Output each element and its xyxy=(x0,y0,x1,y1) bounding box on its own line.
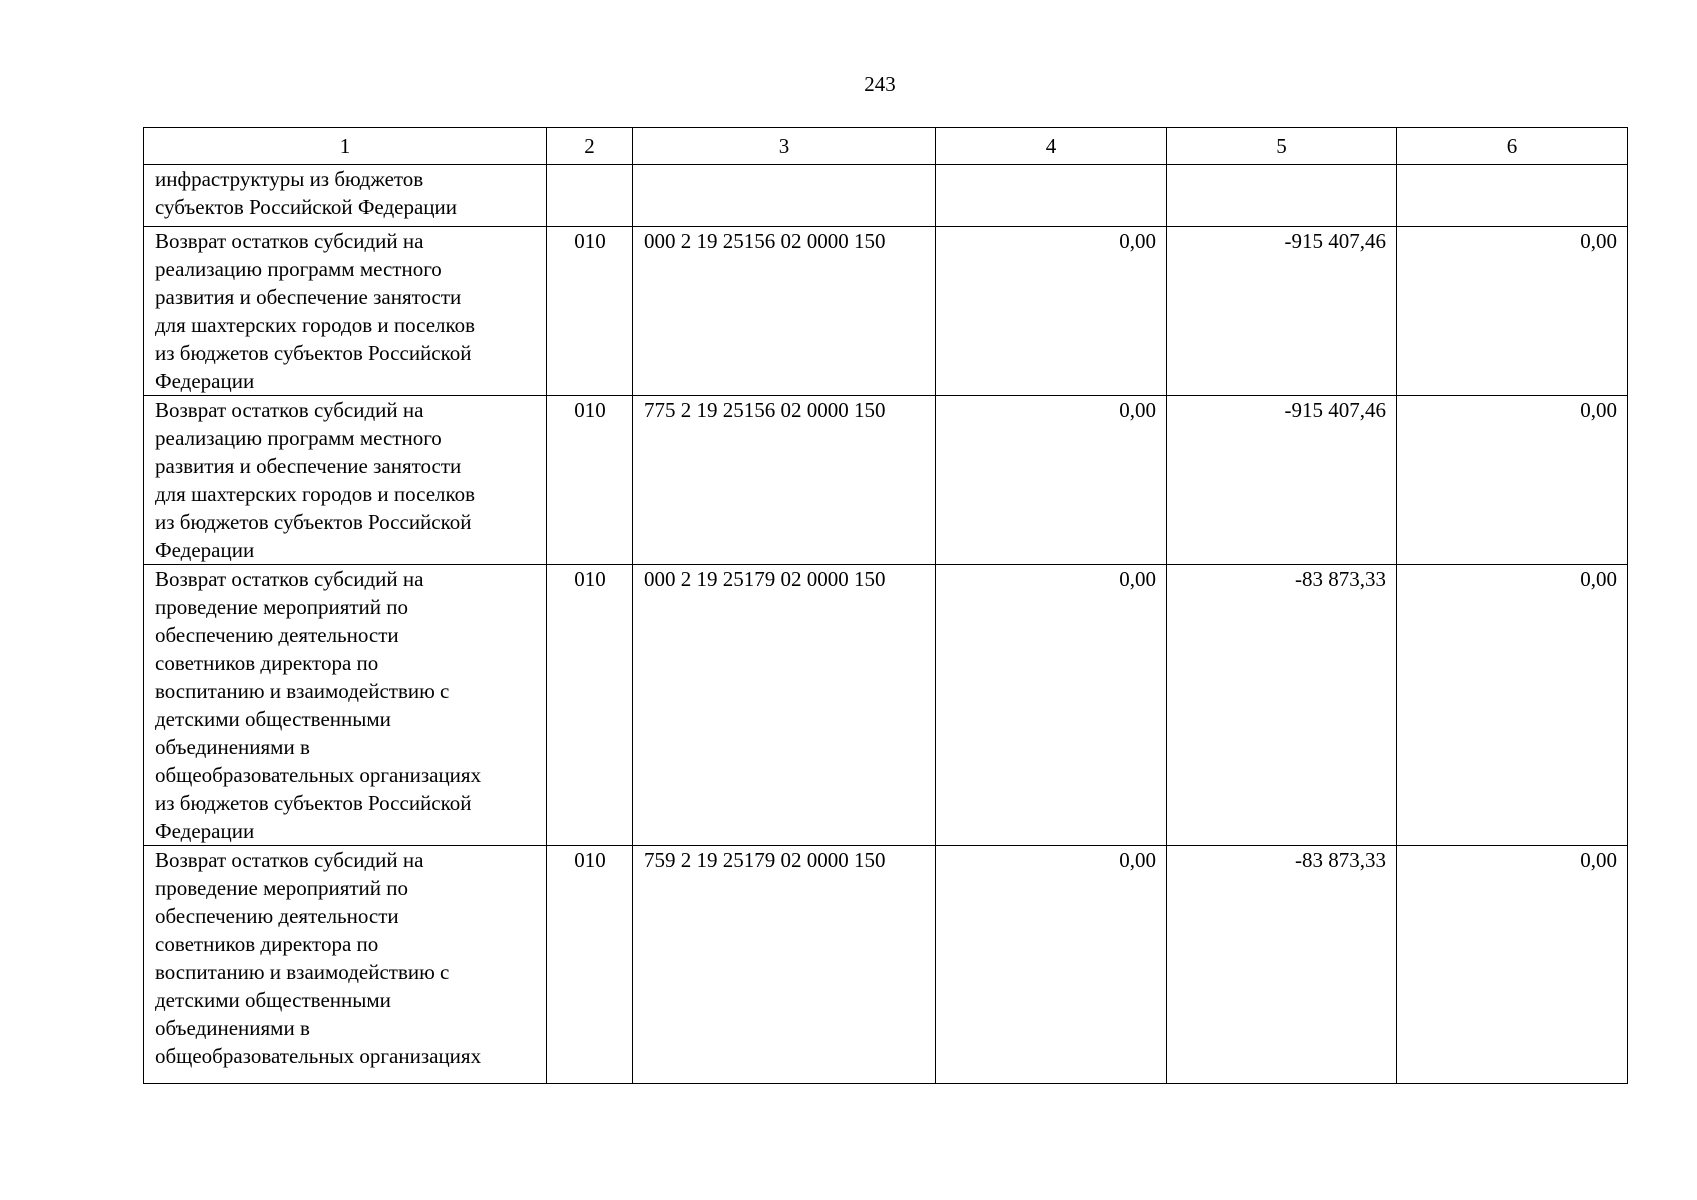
column-header: 4 xyxy=(936,128,1167,165)
row-name-line: для шахтерских городов и поселков xyxy=(155,313,476,337)
row-name-line: Возврат остатков субсидий на xyxy=(155,567,424,591)
table-row xyxy=(144,227,1628,396)
budget-code-cell xyxy=(633,165,936,227)
row-name-line: развития и обеспечение занятости xyxy=(155,454,462,478)
row-name-line: объединениями в xyxy=(155,1016,310,1040)
row-name-line: воспитанию и взаимодействию с xyxy=(155,960,450,984)
column-header: 2 xyxy=(547,128,633,165)
row-name-line: реализацию программ местного xyxy=(155,257,442,281)
row-name-cell xyxy=(144,846,547,1084)
row-name-cell xyxy=(144,565,547,846)
line-code-cell: 010 xyxy=(547,396,633,565)
row-name-line: обеспечению деятельности xyxy=(155,623,399,647)
value-cell-6: 0,00 xyxy=(1397,565,1628,846)
header-row xyxy=(144,128,1628,165)
budget-code-cell: 759 2 19 25179 02 0000 150 xyxy=(633,846,936,1084)
value-cell-6 xyxy=(1397,165,1628,227)
row-name-line: для шахтерских городов и поселков xyxy=(155,482,476,506)
row-name-cell xyxy=(144,396,547,565)
row-name-line: из бюджетов субъектов Российской xyxy=(155,341,472,365)
row-name-line: общеобразовательных организациях xyxy=(155,763,482,787)
page-number: 243 xyxy=(864,72,896,96)
value-cell-5 xyxy=(1167,165,1397,227)
table-row xyxy=(144,165,1628,227)
row-name-line: детскими общественными xyxy=(155,988,391,1012)
column-header: 6 xyxy=(1397,128,1628,165)
budget-code-cell: 775 2 19 25156 02 0000 150 xyxy=(633,396,936,565)
value-cell-4: 0,00 xyxy=(936,396,1167,565)
budget-code-cell: 000 2 19 25179 02 0000 150 xyxy=(633,565,936,846)
row-name-line: объединениями в xyxy=(155,735,310,759)
row-name-line: воспитанию и взаимодействию с xyxy=(155,679,450,703)
table-row xyxy=(144,396,1628,565)
row-name-line: Федерации xyxy=(155,819,255,843)
value-cell-4: 0,00 xyxy=(936,565,1167,846)
row-name-line: из бюджетов субъектов Российской xyxy=(155,510,472,534)
row-name-line: советников директора по xyxy=(155,651,379,675)
row-name-line: Федерации xyxy=(155,538,255,562)
value-cell-5: -915 407,46 xyxy=(1167,396,1397,565)
row-name-line: общеобразовательных организациях xyxy=(155,1044,482,1068)
value-cell-5: -915 407,46 xyxy=(1167,227,1397,396)
row-name-line: обеспечению деятельности xyxy=(155,904,399,928)
line-code-cell xyxy=(547,165,633,227)
value-cell-5: -83 873,33 xyxy=(1167,565,1397,846)
row-name-line: реализацию программ местного xyxy=(155,426,442,450)
row-name-line: инфраструктуры из бюджетов xyxy=(155,167,424,191)
value-cell-4 xyxy=(936,165,1167,227)
row-name-line: Возврат остатков субсидий на xyxy=(155,848,424,872)
value-cell-6: 0,00 xyxy=(1397,396,1628,565)
row-name-line: из бюджетов субъектов Российской xyxy=(155,791,472,815)
row-name-line: проведение мероприятий по xyxy=(155,876,409,900)
budget-code-cell: 000 2 19 25156 02 0000 150 xyxy=(633,227,936,396)
row-name-line: советников директора по xyxy=(155,932,379,956)
row-name-line: Возврат остатков субсидий на xyxy=(155,229,424,253)
row-name-line: проведение мероприятий по xyxy=(155,595,409,619)
column-header: 5 xyxy=(1167,128,1397,165)
row-name-cell xyxy=(144,165,547,227)
column-header: 3 xyxy=(633,128,936,165)
table-row xyxy=(144,846,1628,1084)
row-name-line: развития и обеспечение занятости xyxy=(155,285,462,309)
value-cell-6: 0,00 xyxy=(1397,846,1628,1084)
row-name-cell xyxy=(144,227,547,396)
line-code-cell: 010 xyxy=(547,846,633,1084)
row-name-line: Возврат остатков субсидий на xyxy=(155,398,424,422)
row-name-line: Федерации xyxy=(155,369,255,393)
line-code-cell: 010 xyxy=(547,565,633,846)
row-name-line: субъектов Российской Федерации xyxy=(155,195,458,219)
value-cell-4: 0,00 xyxy=(936,227,1167,396)
value-cell-6: 0,00 xyxy=(1397,227,1628,396)
line-code-cell: 010 xyxy=(547,227,633,396)
row-name-line: детскими общественными xyxy=(155,707,391,731)
table-row xyxy=(144,565,1628,846)
column-header: 1 xyxy=(144,128,547,165)
value-cell-4: 0,00 xyxy=(936,846,1167,1084)
budget-table xyxy=(143,127,1628,1084)
value-cell-5: -83 873,33 xyxy=(1167,846,1397,1084)
